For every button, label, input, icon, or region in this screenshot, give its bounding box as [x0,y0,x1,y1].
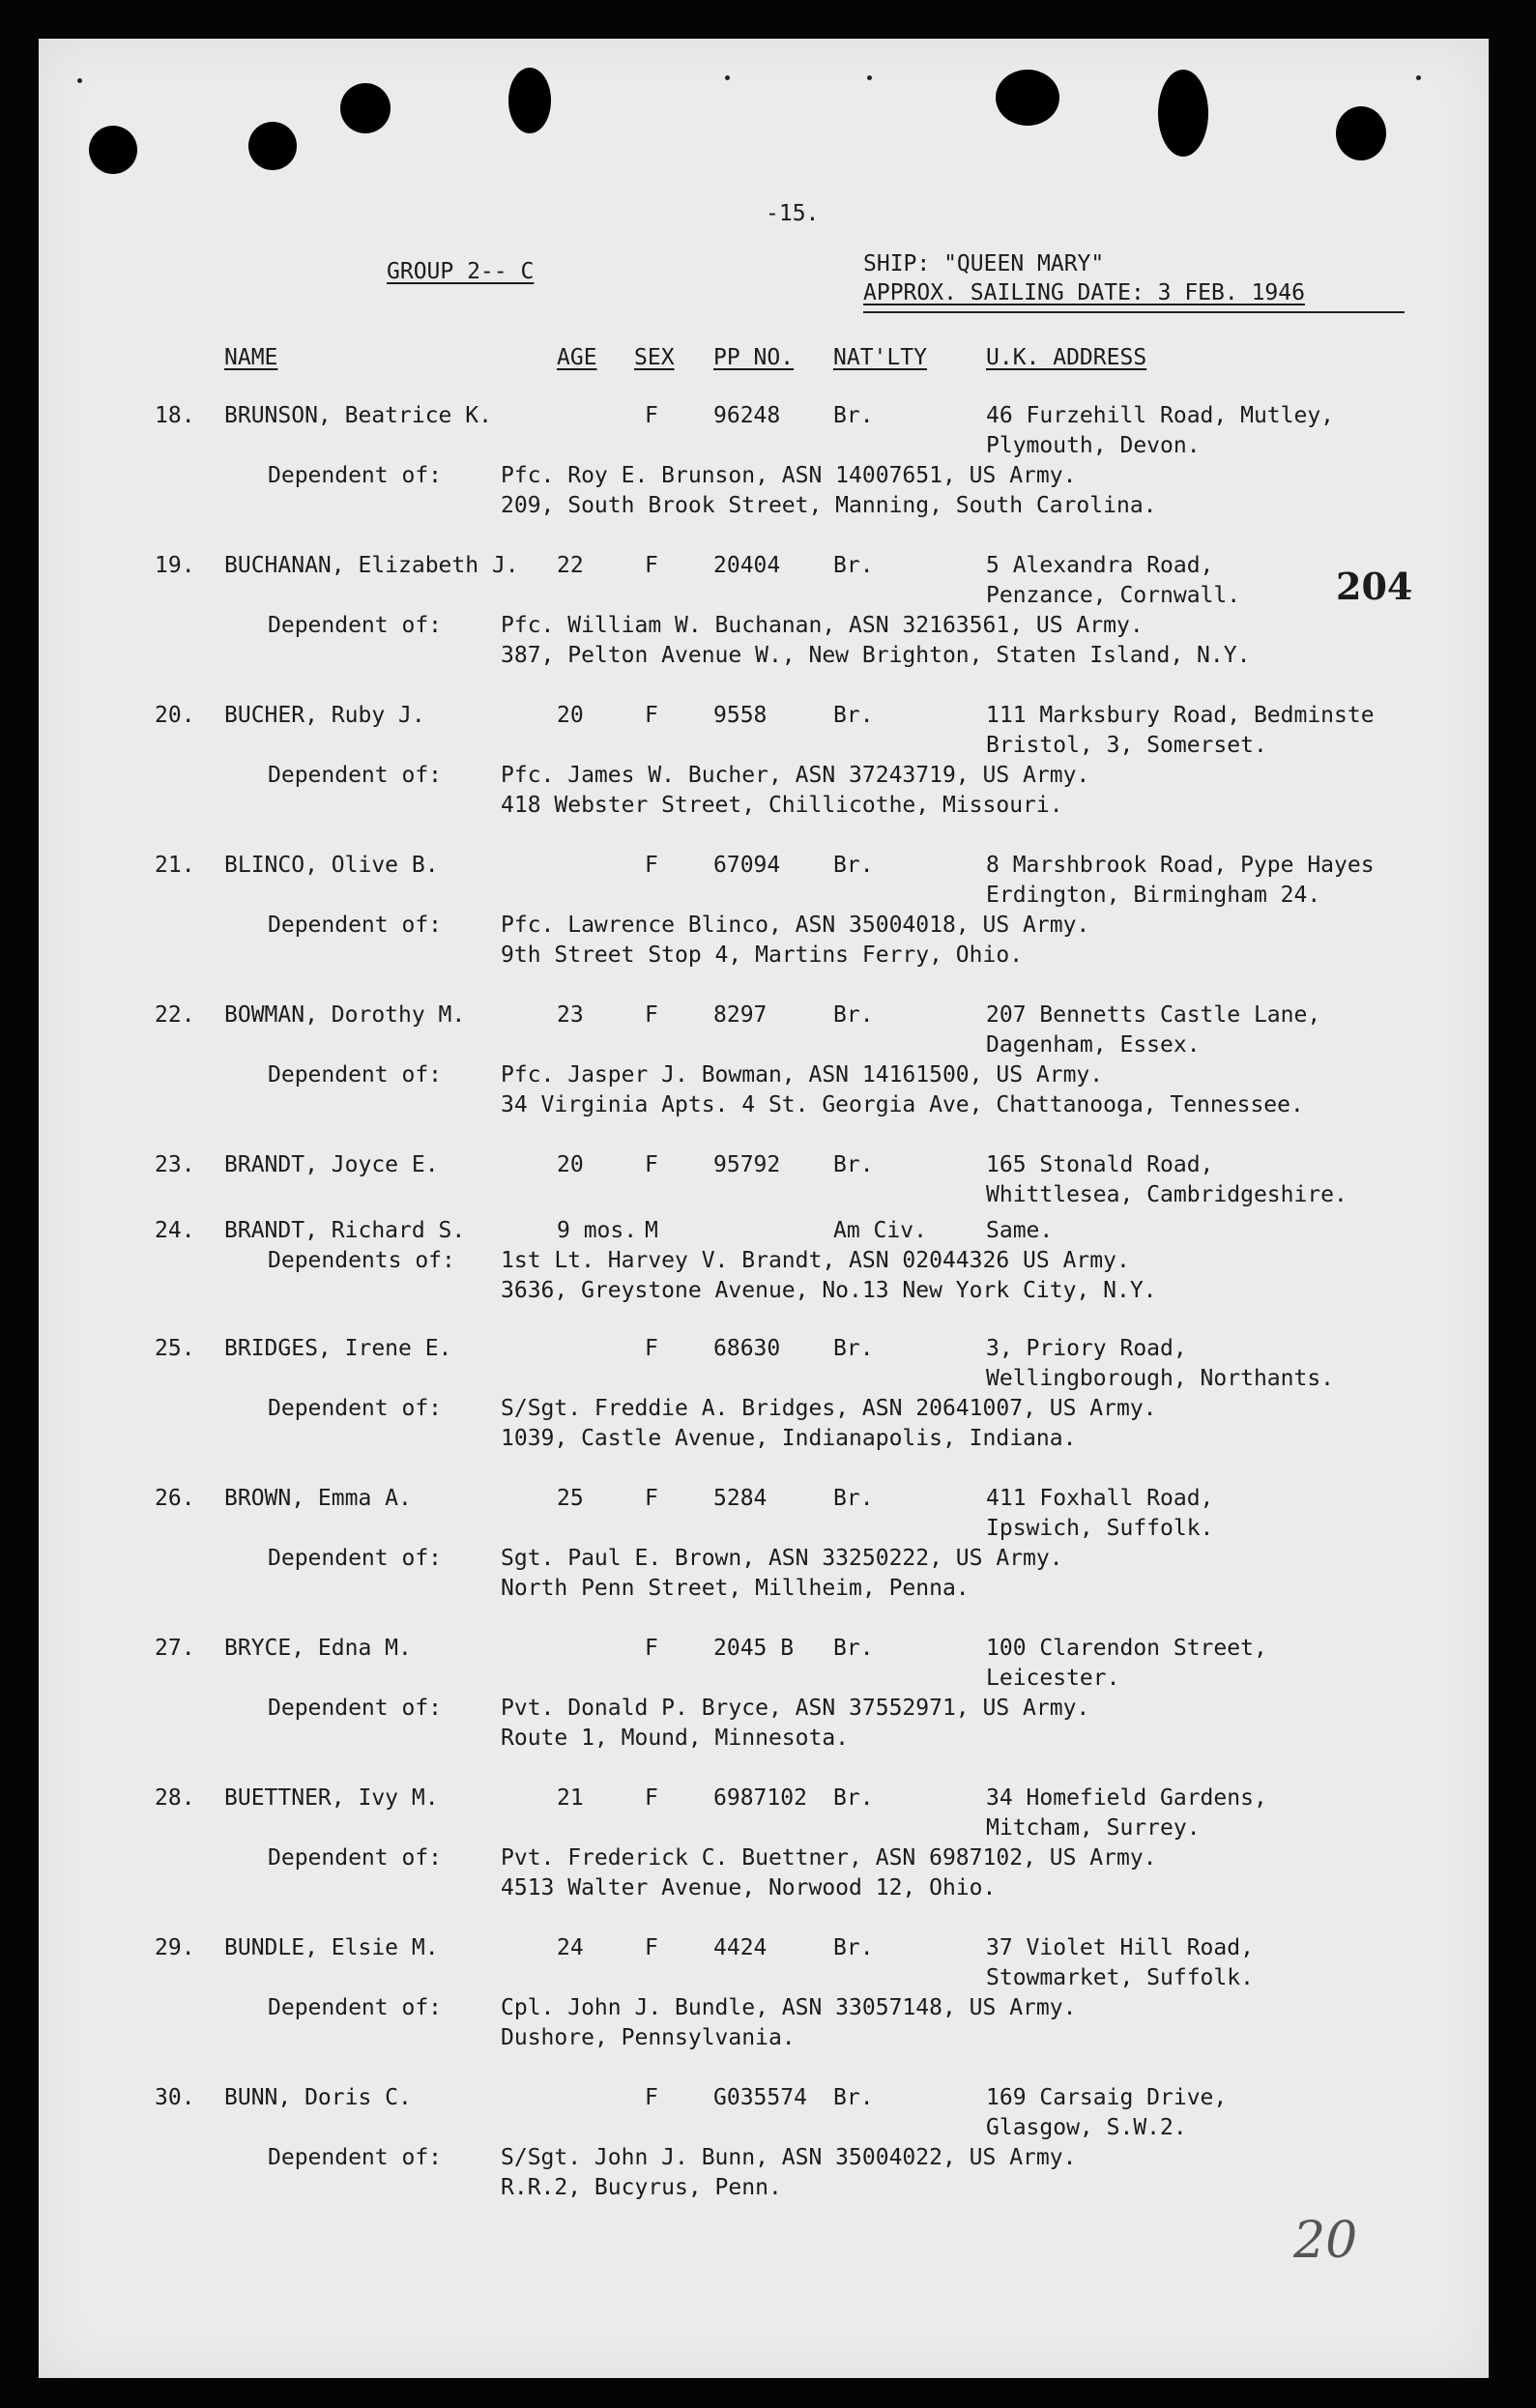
sponsor-line: 34 Virginia Apts. 4 St. Georgia Ave, Chattanooga, Tennessee. [501,1092,1304,1117]
punch-hole [340,83,391,133]
uk-address-line: 5 Alexandra Road, [986,553,1214,578]
uk-address-line: 169 Carsaig Drive, [986,2085,1228,2110]
column-header-pp-no: PP NO. [713,345,795,370]
passenger-age: 25 [557,1486,584,1511]
entry-number: 18. [155,403,195,428]
passport-number: 9558 [713,703,768,728]
sponsor-line: Route 1, Mound, Minnesota. [501,1726,850,1751]
passenger-name: BROWN, Emma A. [224,1486,412,1511]
staple-mark [867,75,872,80]
passenger-sex: F [645,1636,658,1661]
uk-address-line: 111 Marksbury Road, Bedminste [986,703,1375,728]
staple-mark [725,75,730,80]
entry-number: 29. [155,1935,195,1960]
uk-address-line: 100 Clarendon Street, [986,1636,1267,1661]
passenger-name: BRANDT, Joyce E. [224,1152,439,1177]
sponsor-line: S/Sgt. Freddie A. Bridges, ASN 20641007, US Army. [501,1396,1157,1421]
entry-number: 22. [155,1002,195,1028]
dependent-label: Dependent of: [268,1845,443,1871]
sponsor-line: 9th Street Stop 4, Martins Ferry, Ohio. [501,943,1024,968]
passenger-sex: F [645,853,658,878]
entry-number: 28. [155,1785,195,1811]
sponsor-line: Sgt. Paul E. Brown, ASN 33250222, US Army. [501,1546,1063,1571]
nationality: Br. [833,403,874,428]
sponsor-line: Pfc. Jasper J. Bowman, ASN 14161500, US Army. [501,1062,1104,1088]
sponsor-line: 209, South Brook Street, Manning, South Carolina. [501,493,1157,518]
passenger-sex: F [645,1336,658,1361]
passenger-name: BRUNSON, Beatrice K. [224,403,492,428]
dependent-label: Dependent of: [268,1062,443,1088]
passenger-sex: F [645,2085,658,2110]
passenger-sex: F [645,1486,658,1511]
passenger-age: 21 [557,1785,584,1811]
passenger-sex: F [645,703,658,728]
passenger-age: 24 [557,1935,584,1960]
uk-address-line: 3, Priory Road, [986,1336,1187,1361]
passport-number: 20404 [713,553,781,578]
dependent-label: Dependent of: [268,1396,443,1421]
uk-address-line: Dagenham, Essex. [986,1032,1201,1058]
passenger-age: 22 [557,553,584,578]
passenger-name: BLINCO, Olive B. [224,853,439,878]
passenger-age: 9 mos. [557,1218,638,1243]
passenger-name: BRYCE, Edna M. [224,1636,412,1661]
nationality: Br. [833,853,874,878]
nationality: Br. [833,1636,874,1661]
page-number: -15. [766,201,820,226]
entry-number: 30. [155,2085,195,2110]
nationality: Br. [833,1002,874,1028]
dependent-label: Dependent of: [268,913,443,938]
sponsor-line: 1st Lt. Harvey V. Brandt, ASN 02044326 US Army. [501,1248,1130,1273]
nationality: Br. [833,553,874,578]
entry-number: 25. [155,1336,195,1361]
sponsor-line: Pfc. William W. Buchanan, ASN 32163561, US Army. [501,613,1144,638]
passenger-name: BOWMAN, Dorothy M. [224,1002,466,1028]
sponsor-line: North Penn Street, Millheim, Penna. [501,1576,970,1601]
sponsor-line: 387, Pelton Avenue W., New Brighton, Staten Island, N.Y. [501,643,1251,668]
passport-number: 8297 [713,1002,768,1028]
passport-number: G035574 [713,2085,807,2110]
handwritten-number: 20 [1293,2212,1358,2270]
passenger-sex: F [645,1002,658,1028]
sponsor-line: Pfc. Lawrence Blinco, ASN 35004018, US Army. [501,913,1090,938]
punch-hole [248,122,297,170]
passenger-age: 23 [557,1002,584,1028]
entry-number: 24. [155,1218,195,1243]
passenger-sex: F [645,553,658,578]
punch-hole [1336,106,1386,160]
entry-number: 19. [155,553,195,578]
nationality: Br. [833,2085,874,2110]
entry-number: 23. [155,1152,195,1177]
passport-number: 96248 [713,403,781,428]
passenger-name: BUCHER, Ruby J. [224,703,425,728]
uk-address-line: 8 Marshbrook Road, Pype Hayes [986,853,1375,878]
uk-address-line: Glasgow, S.W.2. [986,2115,1187,2140]
uk-address-line: Plymouth, Devon. [986,433,1201,458]
column-header-name: NAME [224,345,278,370]
sponsor-line: R.R.2, Bucyrus, Penn. [501,2175,782,2200]
punch-hole [508,68,551,133]
dependent-label: Dependent of: [268,1696,443,1721]
uk-address-line: Bristol, 3, Somerset. [986,733,1267,758]
sponsor-line: S/Sgt. John J. Bunn, ASN 35004022, US Army. [501,2145,1077,2170]
passenger-name: BUNDLE, Elsie M. [224,1935,439,1960]
column-header-uk-address: U.K. ADDRESS [986,345,1147,370]
uk-address-line: Leicester. [986,1666,1120,1691]
nationality: Br. [833,1935,874,1960]
uk-address-line: 46 Furzehill Road, Mutley, [986,403,1335,428]
uk-address-line: Whittlesea, Cambridgeshire. [986,1182,1348,1207]
passport-number: 5284 [713,1486,768,1511]
passport-number: 95792 [713,1152,781,1177]
uk-address-line: Penzance, Cornwall. [986,583,1241,608]
dependent-label: Dependent of: [268,613,443,638]
passport-number: 2045 B [713,1636,795,1661]
uk-address-line: Ipswich, Suffolk. [986,1516,1214,1541]
group-label: GROUP 2-- C [387,259,535,284]
column-header-age: AGE [557,345,597,370]
sponsor-line: Pfc. James W. Bucher, ASN 37243719, US Army. [501,763,1090,788]
uk-address-line: 207 Bennetts Castle Lane, [986,1002,1321,1028]
passenger-sex: F [645,403,658,428]
sponsor-line: 418 Webster Street, Chillicothe, Missouri. [501,793,1063,818]
passenger-name: BRIDGES, Irene E. [224,1336,452,1361]
stamped-page-number: 204 [1336,565,1413,608]
dependent-label: Dependent of: [268,1546,443,1571]
dependent-label: Dependents of: [268,1248,455,1273]
column-header-nationality: NAT'LTY [833,345,927,370]
nationality: Br. [833,1152,874,1177]
document-page [39,39,1489,2378]
sponsor-line: 1039, Castle Avenue, Indianapolis, Indiana. [501,1426,1077,1451]
passenger-sex: F [645,1152,658,1177]
sponsor-line: Pvt. Donald P. Bryce, ASN 37552971, US Army. [501,1696,1090,1721]
passenger-age: 20 [557,1152,584,1177]
staple-mark [77,78,82,83]
passenger-sex: F [645,1785,658,1811]
ship-name: SHIP: "QUEEN MARY" [863,251,1105,276]
uk-address-line: 165 Stonald Road, [986,1152,1214,1177]
nationality: Br. [833,703,874,728]
punch-hole [996,70,1059,126]
nationality: Am Civ. [833,1218,927,1243]
nationality: Br. [833,1336,874,1361]
sponsor-line: Pvt. Frederick C. Buettner, ASN 6987102, US Army. [501,1845,1157,1871]
sponsor-line: Dushore, Pennsylvania. [501,2025,796,2050]
dependent-label: Dependent of: [268,2145,443,2170]
entry-number: 21. [155,853,195,878]
nationality: Br. [833,1785,874,1811]
dependent-label: Dependent of: [268,1995,443,2020]
sponsor-line: 4513 Walter Avenue, Norwood 12, Ohio. [501,1875,997,1900]
uk-address-line: 34 Homefield Gardens, [986,1785,1267,1811]
header-underline [863,311,1405,313]
sponsor-line: Cpl. John J. Bundle, ASN 33057148, US Army. [501,1995,1077,2020]
dependent-label: Dependent of: [268,763,443,788]
uk-address-line: Wellingborough, Northants. [986,1366,1335,1391]
sponsor-line: 3636, Greystone Avenue, No.13 New York City, N.Y. [501,1278,1157,1303]
passport-number: 67094 [713,853,781,878]
passenger-sex: M [645,1218,658,1243]
entry-number: 20. [155,703,195,728]
sailing-date: APPROX. SAILING DATE: 3 FEB. 1946 [863,280,1305,305]
uk-address-line: 37 Violet Hill Road, [986,1935,1254,1960]
passenger-sex: F [645,1935,658,1960]
uk-address-line: 411 Foxhall Road, [986,1486,1214,1511]
uk-address-line: Mitcham, Surrey. [986,1815,1201,1841]
entry-number: 27. [155,1636,195,1661]
passenger-name: BUCHANAN, Elizabeth J. [224,553,519,578]
passenger-age: 20 [557,703,584,728]
dependent-label: Dependent of: [268,463,443,488]
sponsor-line: Pfc. Roy E. Brunson, ASN 14007651, US Army. [501,463,1077,488]
column-header-sex: SEX [634,345,675,370]
passenger-name: BRANDT, Richard S. [224,1218,466,1243]
passport-number: 4424 [713,1935,768,1960]
nationality: Br. [833,1486,874,1511]
staple-mark [1416,75,1421,80]
punch-hole [1158,70,1208,157]
uk-address-line: Erdington, Birmingham 24. [986,883,1321,908]
passenger-name: BUETTNER, Ivy M. [224,1785,439,1811]
passport-number: 68630 [713,1336,781,1361]
entry-number: 26. [155,1486,195,1511]
uk-address-line: Stowmarket, Suffolk. [986,1965,1254,1990]
punch-hole [89,126,137,174]
passport-number: 6987102 [713,1785,807,1811]
passenger-name: BUNN, Doris C. [224,2085,412,2110]
uk-address-line: Same. [986,1218,1054,1243]
